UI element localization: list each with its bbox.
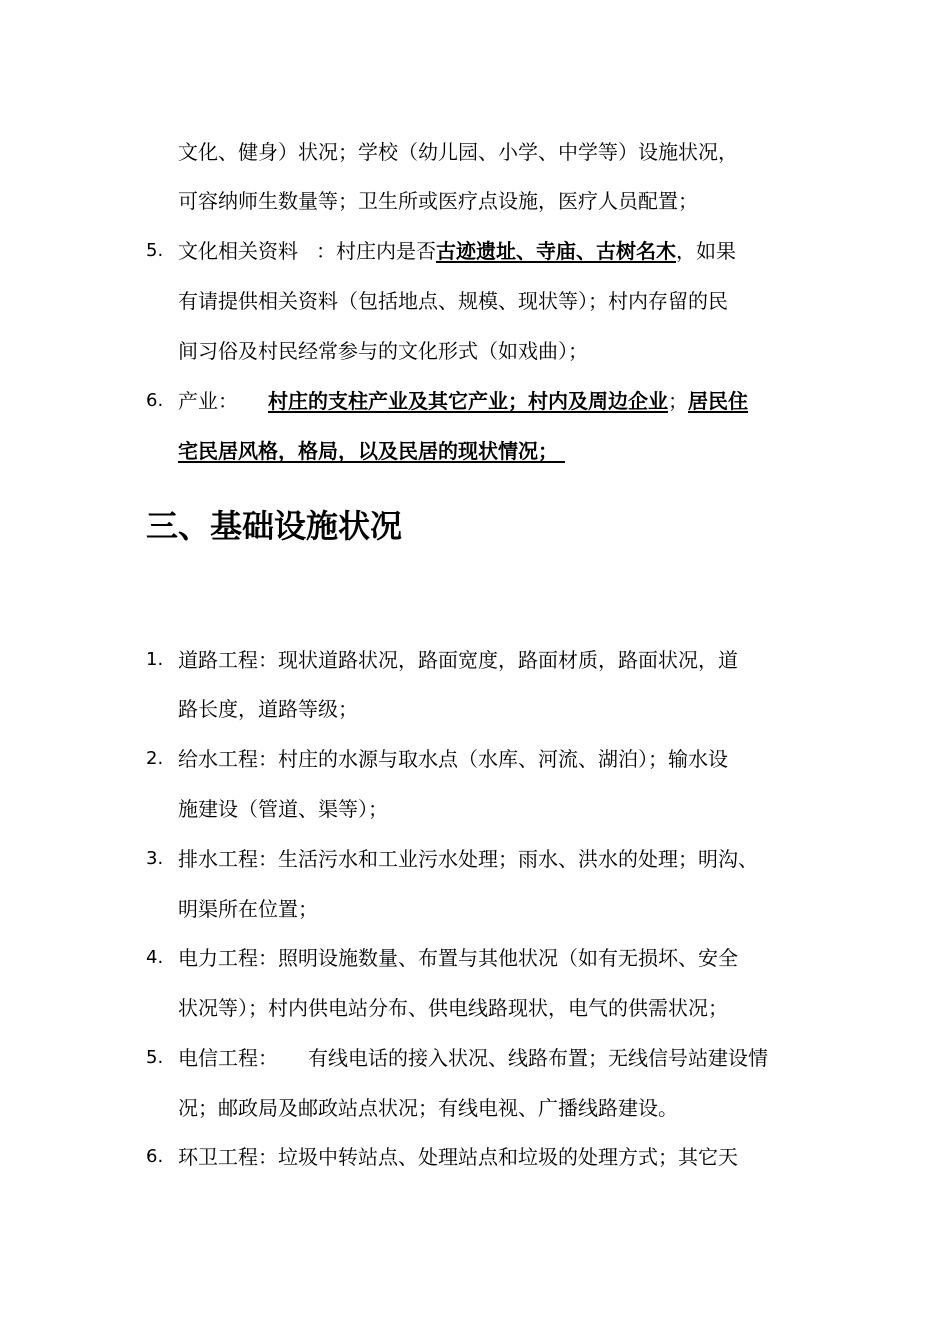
item-label: 电信工程： — [178, 1046, 278, 1070]
list-number: 4. — [146, 947, 164, 968]
underlined-text: 宅民居风格，格局，以及民居的现状情况； — [178, 439, 558, 463]
list-item-drainage: 排水工程：生活污水和工业污水处理；雨水、洪水的处理；明沟、 — [178, 847, 758, 871]
list-item-road: 道路工程：现状道路状况，路面宽度，路面材质，路面状况，道 — [178, 648, 738, 672]
item-text: ：村庄内是否 — [316, 239, 436, 263]
list-item-telecom — [178, 1045, 768, 1071]
underlined-text: 村庄的支柱产业及其它产业；村内及周边企业 — [268, 389, 668, 413]
list-number: 2. — [146, 748, 164, 769]
list-item-water-supply: 给水工程：村庄的水源与取水点（水库、河流、湖泊）；输水设 — [178, 747, 728, 771]
list-item-telecom-line-2: 况；邮政局及邮政站点状况；有线电视、广播线路建设。 — [178, 1096, 678, 1120]
list-number: 5. — [146, 1047, 164, 1068]
continuation-line-2: 可容纳师生数量等；卫生所或医疗点设施，医疗人员配置； — [178, 189, 698, 213]
list-number: 6. — [146, 1146, 164, 1167]
list-item-sanitation: 环卫工程：垃圾中转站点、处理站点和垃圾的处理方式；其它天 — [178, 1145, 738, 1169]
list-item-culture-line-3: 间习俗及村民经常参与的文化形式（如戏曲）； — [178, 339, 588, 363]
item-label: 产业： — [178, 389, 238, 413]
section-heading: 三、基础设施状况 — [146, 507, 403, 545]
list-item-road-line-2: 路长度，道路等级； — [178, 697, 358, 721]
item-text: ，如果 — [676, 239, 736, 263]
underlined-text: 古迹遗址、寺庙、古树名木 — [436, 239, 676, 263]
list-item-power-line-2: 状况等）；村内供电站分布、供电线路现状，电气的供需状况； — [178, 996, 728, 1020]
list-item-drainage-line-2: 明渠所在位置； — [178, 897, 318, 921]
list-number: 1. — [146, 649, 164, 670]
list-item-culture-line-2: 有请提供相关资料（包括地点、规模、现状等）；村内存留的民 — [178, 289, 728, 313]
item-text: ； — [668, 389, 688, 413]
list-number: 6. — [146, 390, 164, 411]
list-item-industry-line-2 — [178, 438, 565, 464]
item-text: 有线电话的接入状况、线路布置；无线信号站建设情 — [308, 1046, 768, 1070]
list-number: 5. — [146, 240, 164, 261]
list-item-power: 电力工程：照明设施数量、布置与其他状况（如有无损坏、安全 — [178, 946, 738, 970]
list-item-water-supply-line-2: 施建设（管道、渠等）； — [178, 797, 388, 821]
item-label: 文化相关资料 — [178, 239, 298, 263]
list-item-industry — [178, 388, 748, 414]
underlined-text: 居民住 — [688, 389, 748, 413]
list-item-culture — [178, 238, 736, 264]
continuation-line-1: 文化、健身）状况；学校（幼儿园、小学、中学等）设施状况， — [178, 140, 738, 164]
list-number: 3. — [146, 848, 164, 869]
